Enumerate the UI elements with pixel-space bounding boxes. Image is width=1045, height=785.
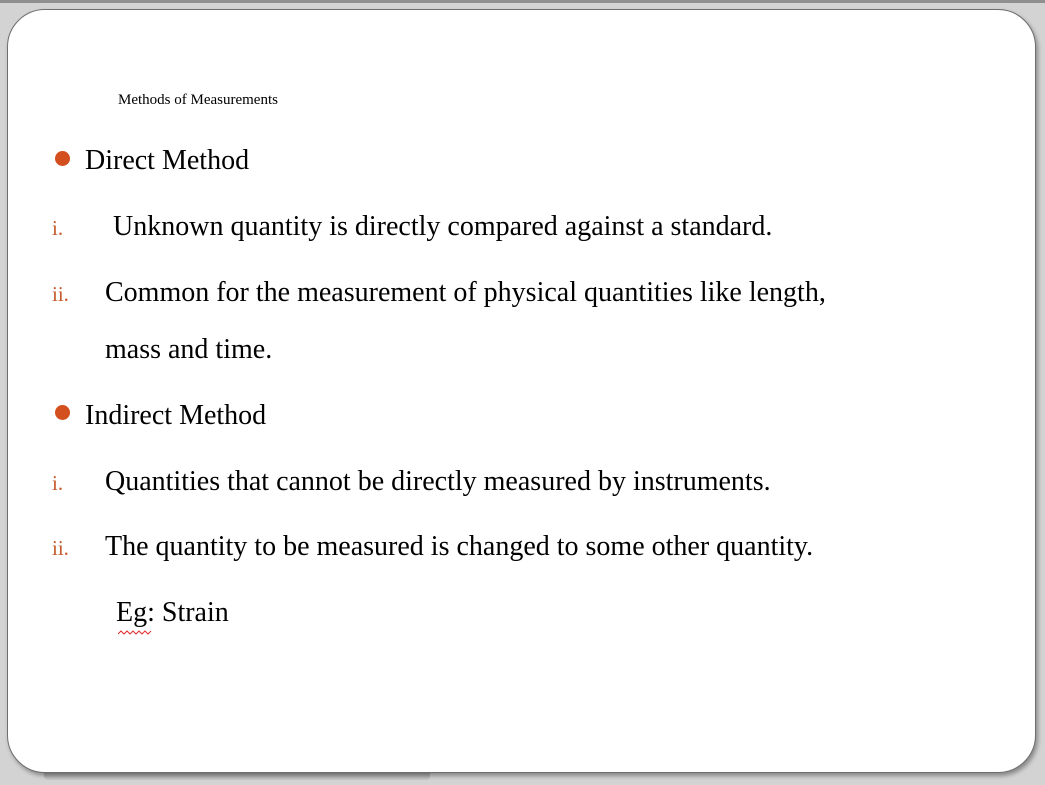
bullet-dot-icon [55, 405, 70, 420]
list-item-text: Quantities that cannot be directly measured by instruments. [105, 466, 771, 497]
list-item-text: Unknown quantity is directly compared against a standard. [113, 211, 773, 242]
list-item-text-continued: mass and time. [105, 334, 273, 365]
bullet-dot-icon [55, 151, 70, 166]
section-heading-direct: Direct Method [85, 145, 250, 176]
list-numeral: ii. [52, 282, 69, 306]
list-item-text: Common for the measurement of physical quantities like length, [105, 277, 826, 308]
list-numeral: ii. [52, 536, 69, 560]
window-top-border [0, 0, 1045, 3]
list-numeral: i. [52, 471, 64, 495]
list-numeral: i. [52, 216, 64, 240]
section-heading-indirect: Indirect Method [85, 400, 267, 431]
example-text: Eg: Strain [116, 597, 229, 628]
list-item-text: The quantity to be measured is changed to some other quantity. [105, 531, 814, 562]
slide-title: Methods of Measurements [118, 92, 278, 108]
slide [7, 9, 1036, 773]
spellcheck-underline-icon [118, 630, 152, 636]
